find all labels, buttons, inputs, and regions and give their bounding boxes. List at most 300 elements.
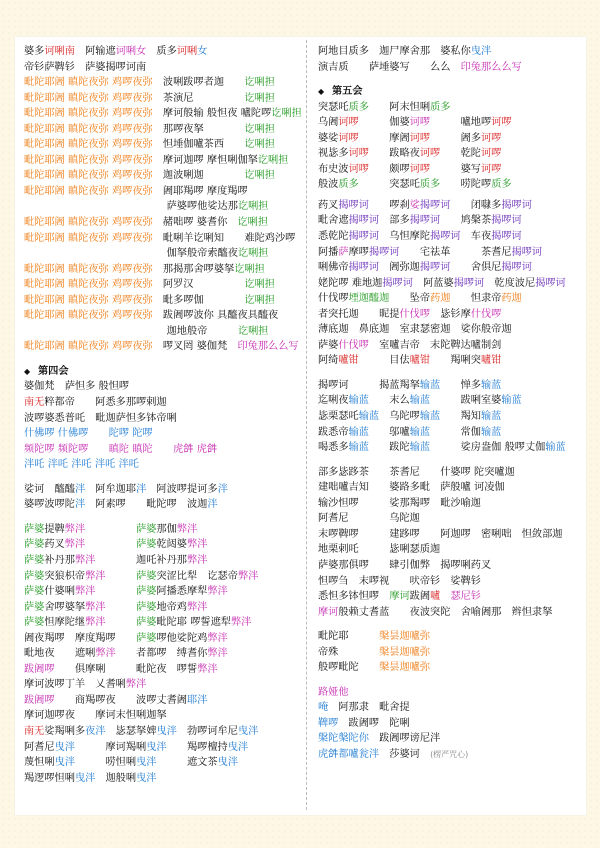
mantra-line [318, 115, 580, 131]
mantra-line [24, 662, 302, 678]
mantra-text: 输沙怛啰 娑那羯啰 毗沙喻迦 [318, 497, 481, 509]
mantra-text: 羯知 [440, 411, 481, 423]
mantra-text: 萨婆 [24, 539, 45, 551]
mantra-text: 末啰鞞啰 建跢啰 阿迦啰 密唎咄 怛敛部迦 [318, 528, 563, 540]
mantra-text: 什伐啰 [399, 308, 431, 320]
mantra-text: 萨婆啰他娑达那 [24, 201, 238, 213]
mantra-text: 诃啰 [481, 148, 502, 160]
mantra-text: 唠怛唎 [74, 757, 137, 769]
mantra-text: 布史波 [318, 163, 349, 175]
mantra-text: 毗唎羊讫唎知 难陀鸡沙啰 [152, 232, 296, 244]
mantra-text: 揭啰诃 [348, 262, 380, 274]
mantra-line [24, 262, 302, 278]
mantra-text: 输蓝 [348, 395, 369, 407]
mantra-line [318, 496, 580, 512]
mantra-text: 讫唎担 [234, 263, 265, 275]
mantra-text: 质多 [419, 179, 441, 191]
mantra-line [24, 199, 302, 215]
diamond-bullet-icon: ◆ [24, 366, 31, 376]
mantra-text: 部多 [379, 215, 410, 227]
mantra-text: 堙迦醯迦 [348, 293, 390, 305]
mantra-line [318, 260, 580, 276]
mantra-text: 跋悉帝 [318, 426, 349, 438]
mantra-text: 药叉 [44, 539, 65, 551]
mantra-text: 第五会 [332, 86, 363, 98]
mantra-text: 弊泮 [64, 539, 86, 551]
mantra-text: 弊泮 [85, 570, 106, 582]
mantra-text: 娑羯唎多 [44, 725, 86, 737]
mantra-text: 毗陀耶阇 瞋陀夜弥 鸡啰夜弥 [24, 310, 153, 322]
mantra-text: 弊泮 [95, 648, 116, 660]
mantra-line [318, 338, 580, 354]
mantra-text: 娑诃 醯醯 [24, 483, 75, 495]
mantra-text: 阿波啰提诃多 [146, 483, 218, 495]
mantra-text: 毗陀耶阇 瞋陀夜弥 鸡啰夜弥 [24, 341, 153, 353]
mantra-text: 毗陀耶阇 瞋陀夜弥 鸡啰夜弥 [24, 294, 153, 306]
mantra-line [318, 213, 580, 229]
mantra-line [318, 146, 580, 162]
mantra-text: 讫唎担 [244, 294, 275, 306]
mantra-text: 弊泮 [207, 648, 228, 660]
mantra-text: 什伐啰 [318, 293, 349, 305]
mantra-text: 讫唎担 [237, 201, 269, 213]
mantra-line [24, 44, 302, 60]
mantra-text: 讫唎担 [271, 108, 302, 120]
mantra-text: 悉乾陀 [318, 231, 349, 243]
mantra-text: 质多 [146, 46, 177, 57]
mantra-text: 泮 [74, 499, 86, 511]
mantra-text: 什伐啰 [470, 308, 502, 320]
mantra-text [106, 600, 137, 616]
mantra-text: 毗陀耶阇 瞋陀夜弥 鸡啰夜弥 [24, 232, 153, 244]
mantra-text: 阿绮 [318, 355, 339, 367]
mantra-text: 耶泮 [187, 694, 208, 706]
mantra-text: 怛摩陀继 [44, 617, 86, 629]
mantra-text: 什婆唎 [44, 586, 75, 598]
mantra-text: 迄唎夜 [318, 395, 349, 407]
mantra-line [24, 755, 302, 771]
mantra-line [24, 584, 302, 600]
mantra-text: 揭啰诃 [368, 246, 400, 258]
mantra-text: 毗舍遮 [318, 215, 349, 227]
mantra-line [318, 198, 580, 214]
mantra-text: 曳泮 [146, 741, 167, 753]
mantra-text: 曳泮 [54, 741, 75, 753]
mantra-text: 诃啰 [481, 132, 502, 144]
mantra-line [24, 215, 302, 231]
mantra-text: 输蓝 [419, 411, 441, 423]
mantra-text: 补丹那 [44, 554, 75, 566]
mantra-text: 诃啰 [481, 163, 502, 175]
mantra-line [318, 425, 580, 441]
mantra-text: 摩诃迦啰夜 摩诃末怛唎迦拏 [24, 710, 167, 722]
mantra-text: 跋阇啰 陀唎 [338, 717, 410, 729]
mantra-text: 揭啰诃 [501, 199, 532, 211]
spacer [318, 676, 580, 685]
mantra-line [318, 322, 580, 338]
mantra-line [318, 629, 580, 645]
mantra-text: 讫唎担 [244, 77, 275, 89]
mantra-text: 羯逻啰怛唎 [24, 772, 75, 784]
mantra-text: 阿牟迦耶 [85, 483, 137, 495]
mantra-text: 萨婆 [136, 586, 157, 598]
mantra-line [318, 511, 580, 527]
mantra-line [318, 131, 580, 147]
mantra-text: 毗陀耶阇 瞋陀夜弥 鸡啰夜弥 [24, 170, 153, 182]
mantra-text: 坠帝 [389, 293, 431, 305]
mantra-line [24, 740, 302, 756]
mantra-line [318, 393, 580, 409]
mantra-text: 药迦 [501, 293, 522, 305]
mantra-text [85, 522, 136, 538]
mantra-line [24, 246, 302, 262]
mantra-line [24, 600, 302, 616]
mantra-text: 诃唎女 [115, 46, 147, 57]
mantra-text: 萨婆 [136, 617, 157, 629]
mantra-text: 揭啰诃 [453, 277, 485, 289]
mantra-text: 阿地目质多 迦尸摩舍那 婆私你 [318, 46, 471, 57]
mantra-line [24, 537, 302, 553]
mantra-text: 唠陀啰 [440, 179, 492, 191]
mantra-text: 阇耶羯啰 摩度羯啰 [152, 185, 248, 197]
mantra-text: 萨婆 [318, 339, 339, 351]
mantra-text: 部多毖跢茶 茶耆尼 什婆啰 陀突嚧迦 [318, 466, 515, 478]
spacer [24, 355, 302, 364]
mantra-text: 质多 [348, 101, 369, 113]
mantra-text: 诃啰 [409, 163, 431, 175]
mantra-text: 阿输遮 [74, 46, 116, 57]
mantra-line [24, 708, 302, 724]
mantra-text: 摩诃 [318, 606, 339, 618]
mantra-text: 迦波唎迦 [152, 170, 245, 182]
mantra-line [24, 569, 302, 585]
mantra-text: 阿播 [318, 246, 339, 258]
mantra-text [95, 584, 136, 600]
mantra-text: 揭啰诃 揭蓝羯拏 [318, 379, 420, 391]
mantra-line [318, 465, 580, 481]
mantra-text: 怛隶帝 [450, 293, 502, 305]
mantra-text: 弊泮 [74, 554, 96, 566]
mantra-line [24, 137, 302, 153]
mantra-line [318, 291, 580, 307]
mantra-text: 羯唎突 [430, 355, 481, 367]
mantra-text: 演吉质 萨埵婆写 么么 [318, 61, 461, 73]
right-column [318, 44, 580, 763]
mantra-text: 讫唎担 [244, 92, 275, 104]
mantra-text: 弊泮 [85, 617, 106, 629]
mantra-text: 跋唎室婆 [430, 395, 502, 407]
mantra-text: 末么 [368, 395, 410, 407]
mantra-text: 般啰毗陀 [318, 662, 380, 674]
mantra-text: 弊泮 [237, 570, 259, 582]
mantra-text: 质多 [491, 179, 512, 191]
mantra-text: 弊泮 [187, 539, 208, 551]
mantra-text: 阿播悉摩犁 [156, 586, 208, 598]
mantra-line [24, 724, 302, 740]
mantra-line [24, 426, 302, 442]
mantra-text: 萨婆 [24, 617, 45, 629]
mantra-text: 弊泮 [176, 523, 198, 535]
mantra-text: 跋阇啰 [24, 694, 55, 706]
mantra-line [24, 308, 302, 324]
mantra-text: 那啰夜拏 [152, 123, 245, 135]
left-column [24, 44, 302, 786]
mantra-text: 诃啰 [409, 132, 431, 144]
mantra-text: 萨婆 [136, 570, 157, 582]
mantra-text: 惮多 [440, 379, 481, 391]
mantra-line [318, 177, 580, 193]
mantra-line [318, 542, 580, 558]
mantra-text: 阇夜羯啰 摩度羯啰 [24, 632, 137, 644]
mantra-text: 槃陀槃陀你 [318, 733, 369, 745]
mantra-text: 讫唎担 [244, 139, 275, 151]
mantra-line [24, 339, 302, 355]
mantra-text: 弊泮 [125, 679, 147, 691]
mantra-text: 曳泮 [156, 725, 177, 737]
mantra-text: 啰他娑陀鸡 [156, 632, 208, 644]
mantra-text: 萨婆 [24, 586, 45, 598]
mantra-text: 摩啰 [348, 246, 369, 258]
mantra-text: 乾陀 [440, 148, 481, 160]
mantra-text: 输蓝 [481, 379, 502, 391]
mantra-text: 揭啰诃 [511, 246, 543, 258]
mantra-text: 蔑怛唎 [24, 757, 55, 769]
mantra-text: 萨婆 [136, 523, 157, 535]
mantra-text: 第四会 [38, 365, 69, 377]
mantra-text: 伽拏般帝索醯夜 [24, 248, 238, 260]
mantra-text: 目佉 [358, 355, 410, 367]
mantra-text: 槃昙迦嚧弥 [379, 662, 431, 674]
mantra-text: 萨婆 [136, 632, 157, 644]
mantra-text: 毗陀耶阇 瞋陀夜弥 鸡啰夜弥 [24, 185, 153, 197]
mantra-text: 波啰婆悉普吒 毗迦萨怛多钵帝唎 [24, 412, 177, 424]
mantra-line [24, 411, 302, 427]
mantra-text: 跋略夜 [368, 148, 420, 160]
mantra-text: 羯啰檀持 [166, 741, 228, 753]
mantra-line [318, 60, 580, 76]
mantra-line [318, 747, 580, 763]
mantra-text: 输蓝 [348, 426, 369, 438]
mantra-text: 突瑟吒 [318, 101, 349, 113]
mantra-text: 毗陀耶阇 瞋陀夜弥 鸡啰夜弥 [24, 279, 153, 291]
mantra-text: 毗陀耶阇 瞋陀夜弥 鸡啰夜弥 [24, 108, 153, 120]
mantra-text: 曳泮 [74, 772, 96, 784]
mantra-text: 摩诃波啰丁羊 乂耆唎 [24, 679, 126, 691]
mantra-line [318, 645, 580, 661]
mantra-text: 嚧钳 [481, 355, 502, 367]
mantra-line [24, 184, 302, 200]
mantra-text: 阿耆尼 乌陀迦 [318, 513, 420, 525]
mantra-line [318, 558, 580, 574]
mantra-text: 诃唎 [176, 46, 198, 57]
mantra-text: 萨婆 [24, 601, 45, 613]
mantra-text: 波唎跋啰者迦 [152, 77, 245, 89]
mantra-text: 泮吒 泮吒 泮吒 泮吒 泮吒 [24, 459, 139, 471]
mantra-text: 常伽 [430, 426, 481, 438]
mantra-text: 突瑟吒 [358, 179, 420, 191]
mantra-text: 曳泮 [470, 46, 492, 57]
mantra-line [318, 440, 580, 456]
mantra-text: 跋阇啰波你 具醯夜具醯夜 [152, 310, 279, 322]
mantra-text: 摩诃般输 般怛夜 嚧陀啰 [152, 108, 272, 120]
mantra-text: 诃啰 [491, 117, 512, 129]
mantra-text: 视毖多 [318, 148, 349, 160]
spacer [318, 456, 580, 465]
mantra-text: 舍啰婆拏 [44, 601, 86, 613]
mantra-text: 诃啰 [419, 148, 441, 160]
mantra-text [85, 537, 136, 553]
mantra-line [318, 276, 580, 292]
mantra-text: 宅祛革 茶耆尼 [399, 246, 512, 258]
mantra-text: 跋陀 [368, 442, 410, 454]
mantra-text: 揭啰诃 [338, 199, 369, 211]
column-divider [306, 40, 307, 810]
mantra-line [24, 646, 302, 662]
mantra-text: 室嚧吉帝 末陀鞞达嚧制剑 [368, 339, 502, 351]
mantra-text: 毗陀耶 [318, 631, 380, 643]
mantra-text: 频陀啰 频陀啰 瞋陀 瞋陀 虎𤙖 虎𤙖 [24, 443, 218, 455]
mantra-text: 唵 [318, 702, 329, 714]
mantra-text: 输蓝 [481, 411, 502, 423]
mantra-text: 什佛啰 什佛啰 陀啰 陀啰 [24, 428, 153, 440]
mantra-text: 乌怛摩陀 [379, 231, 431, 243]
mantra-text: 婆伽梵 萨怛多 般怛啰 [24, 381, 130, 393]
mantra-text: 般波 [318, 179, 339, 191]
mantra-text: 夜泮 [85, 725, 106, 737]
mantra-text: 者都啰 缚耆你 [115, 648, 208, 660]
mantra-text: 输蓝 [358, 411, 380, 423]
mantra-text: 讫唎担 [244, 123, 275, 135]
mantra-text: 摩诃迦啰 摩怛唎伽拏 [152, 154, 258, 166]
mantra-text: 曳泮 [54, 757, 75, 769]
mantra-line [24, 615, 302, 631]
mantra-text: 粹都帝 阿悉多那啰剌迦 [44, 397, 167, 409]
mantra-text: 车夜 [460, 231, 492, 243]
mantra-text: 莎婆诃 [379, 748, 431, 760]
mantra-text: 槃昙迦嚧弥 [379, 631, 431, 643]
mantra-text: 输蓝 [409, 395, 431, 407]
mantra-line [24, 106, 302, 122]
mantra-text: 婆娑 [318, 132, 339, 144]
mantra-text: (楞严咒心) [430, 749, 469, 759]
mantra-text: 输蓝 [348, 442, 369, 454]
mantra-text: 讫唎担 [257, 154, 289, 166]
mantra-line [24, 693, 302, 709]
mantra-text: 什伐啰 [338, 339, 369, 351]
mantra-line [318, 685, 580, 701]
mantra-line [318, 700, 580, 716]
mantra-text: 跋阇啰 [24, 663, 55, 675]
mantra-line [318, 245, 580, 261]
mantra-text: 婆多 [24, 46, 45, 57]
mantra-text: 泮 [207, 499, 218, 511]
mantra-text: 讫唎担 [244, 170, 275, 182]
mantra-line [24, 153, 302, 169]
mantra-text: 毗陀耶阇 瞋陀夜弥 鸡啰夜弥 [24, 123, 153, 135]
mantra-text: 揭啰诃 [409, 215, 441, 227]
mantra-line [318, 660, 580, 676]
mantra-line [318, 307, 580, 323]
mantra-text: 阿末怛唎 [368, 101, 431, 113]
mantra-line [318, 605, 580, 621]
mantra-line [318, 378, 580, 394]
mantra-text: 弊泮 [187, 554, 208, 566]
mantra-text: 鞞啰 [318, 717, 339, 729]
mantra-line [24, 293, 302, 309]
mantra-text: 萨婆 [24, 523, 45, 535]
mantra-text: 地栗剌吒 毖唎瑟质迦 [318, 544, 441, 556]
mantra-text: 揭啰诃 [419, 199, 451, 211]
mantra-text: 毗陀耶阇 瞋陀夜弥 鸡啰夜弥 [24, 92, 153, 104]
mantra-text: 萨婆 [136, 601, 157, 613]
mantra-text [106, 569, 137, 585]
mantra-line [318, 353, 580, 369]
mantra-text: 伽婆 [358, 117, 410, 129]
mantra-text: 南无 [24, 725, 45, 737]
mantra-text: 弊泮 [187, 601, 208, 613]
mantra-text: 摩诃羯唎 [74, 741, 147, 753]
mantra-text: 输蓝 [419, 379, 441, 391]
mantra-text: 跋阇 [409, 591, 431, 603]
mantra-line [24, 231, 302, 247]
mantra-text: 揭啰诃 [491, 215, 522, 227]
mantra-text: 那揭那舍啰婆拏 [152, 263, 235, 275]
mantra-text: 诃啰 [348, 163, 369, 175]
mantra-line [24, 379, 302, 395]
mantra-line [318, 409, 580, 425]
mantra-text: 阿那隶 毗舍提 [328, 702, 410, 714]
mantra-line [318, 527, 580, 543]
mantra-text: 诃啰 [348, 148, 369, 160]
mantra-text: 阇多 [430, 132, 481, 144]
mantra-text: 曳泮 [136, 757, 157, 769]
mantra-text: 曳泮 [136, 772, 157, 784]
mantra-text: 毖瑟拏婢 [105, 725, 157, 737]
mantra-text: 女 [197, 46, 208, 57]
mantra-text: 般赖丈耆蓝 夜波突陀 舍喻阇那 辫怛隶拏 [338, 606, 553, 618]
mantra-text: 毗多啰伽 [152, 294, 245, 306]
mantra-text: 啰刹 [368, 199, 410, 211]
mantra-text: 啰叉罔 婆伽梵 [152, 341, 238, 353]
mantra-text: 萨婆 [24, 570, 45, 582]
mantra-line [24, 395, 302, 411]
mantra-text: 提鞞 [44, 523, 65, 535]
mantra-text: 者突托迦 昵提 [318, 308, 400, 320]
mantra-text: 娑 [409, 199, 420, 211]
mantra-text: 怛埵伽嚧茶西 [152, 139, 245, 151]
mantra-text: 乾闼婆 [156, 539, 187, 551]
mantra-text: 揭啰诃 [348, 231, 380, 243]
mantra-text: 质多 [338, 179, 359, 191]
mantra-line [24, 522, 302, 538]
mantra-text: 薄底迦 鼻底迦 室隶瑟密迦 娑你般帝迦 [318, 324, 512, 336]
mantra-text: 颇啰 [368, 163, 410, 175]
mantra-text: 茶演尼 [152, 92, 245, 104]
mantra-text: 讫唎担 [244, 279, 275, 291]
mantra-text: 弊泮 [74, 586, 96, 598]
mantra-text: 输蓝 [409, 426, 431, 438]
mantra-text: 泮 [217, 483, 228, 495]
mantra-text: 摩阇 [358, 132, 410, 144]
mantra-text: 突狼枳帝 [44, 570, 86, 582]
mantra-text: 毗陀耶 啰誓遮犁 [156, 617, 231, 629]
mantra-line [318, 589, 580, 605]
mantra-text: 突涩比犁 讫瑟帝 [156, 570, 238, 582]
mantra-text [440, 589, 450, 605]
spacer [24, 513, 302, 522]
mantra-text: 俱摩唎 毗陀夜 啰誓 [54, 663, 198, 675]
mantra-text: 泮 [74, 483, 86, 495]
